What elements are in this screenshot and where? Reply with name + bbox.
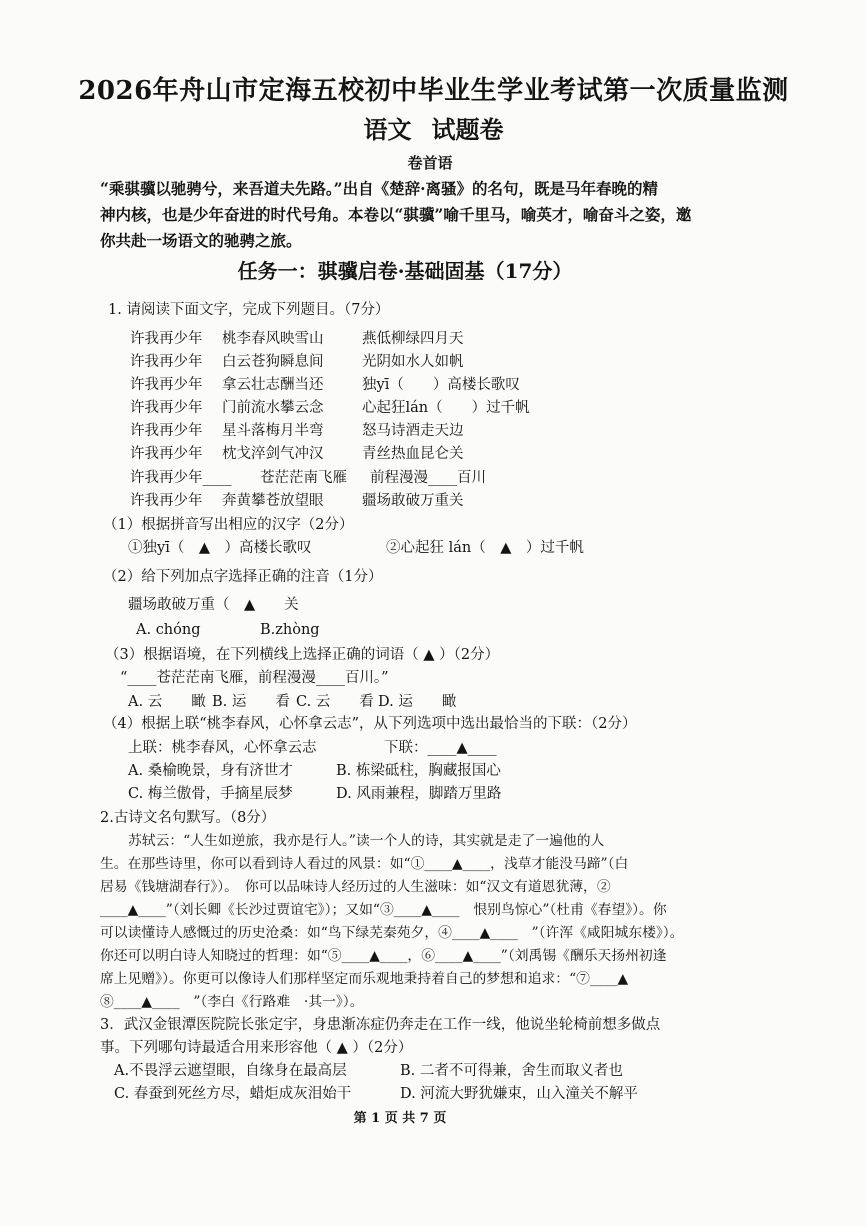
q2-line: 可以读懂诗人感慨过的历史沧桑：如“鸟下绿芜秦苑夕，④____▲____ ”（许浑《咸阳城东楼》）。 xyxy=(100,925,684,941)
q1-sub1-b: ②心起狂 lán（ ▲ ）过千帆 xyxy=(386,540,584,556)
poem-cell: 枕戈淬剑气冲汉 xyxy=(222,446,324,462)
q2-stem: 2.古诗文名句默写。（8分） xyxy=(100,810,276,826)
poem-cell: 许我再少年____ xyxy=(130,470,232,486)
poem-cell: 怒马诗酒走天边 xyxy=(362,423,464,439)
option-c: C. 梅兰傲骨，手摘星辰梦 xyxy=(128,786,293,802)
option-d: D. 运 瞰 xyxy=(378,694,457,710)
preface-heading: 卷首语 xyxy=(407,154,453,172)
option-b: B.zhòng xyxy=(260,622,320,638)
poem-cell: 许我再少年 xyxy=(130,354,203,370)
page-footer: 第 1 页 共 7 页 xyxy=(353,1111,447,1126)
option-b: B. 栋梁砥柱，胸藏报国心 xyxy=(336,763,501,779)
q1-sub1-answers xyxy=(128,536,584,557)
q2-line: 你还可以明白诗人知晓过的哲理：如“⑤____▲____，⑥____▲____”（刘禹锡《酬乐天扬州初逢 xyxy=(100,948,667,964)
q1-sub3-options xyxy=(128,690,456,711)
poem-cell: 桃李春风映雪山 xyxy=(222,331,324,347)
poem-line xyxy=(130,373,520,394)
q1-sub1-stem: （1）根据拼音写出相应的汉字（2分） xyxy=(103,517,354,533)
preface-line: 神内核，也是少年奋进的时代号角。本卷以“骐骥”喻千里马，喻英才，喻奋斗之姿，邀 xyxy=(100,205,692,224)
poem-cell: 许我再少年 xyxy=(130,377,203,393)
q1-sub4-stem: （4）根据上联“桃李春风，心怀拿云志”，从下列选项中选出最恰当的下联：（2分） xyxy=(103,716,637,732)
preface-line: “乘骐骥以驰骋兮，来吾道夫先路。”出自《楚辞·离骚》的名句，既是马年春晚的精 xyxy=(100,179,658,198)
preface-text xyxy=(100,176,740,254)
option-c: C. 春蚕到死丝方尽，蜡炬成灰泪始干 xyxy=(114,1086,352,1102)
poem-cell: 疆场敢破万重关 xyxy=(362,493,464,509)
poem-cell: 心起狂lán（ ）过千帆 xyxy=(362,400,530,416)
option-a: A. 桑榆晚景，身有济世才 xyxy=(128,763,293,779)
q3-options-row1 xyxy=(114,1059,623,1080)
q1-sub3-stem: （3）根据语境，在下列横线上选择正确的词语（ ▲ ）（2分） xyxy=(105,647,500,663)
q3-options-row2 xyxy=(114,1082,638,1103)
poem-cell: 拿云壮志酬当还 xyxy=(222,377,324,393)
poem-cell: 前程漫漫____百川 xyxy=(370,470,486,486)
option-d: D. 河流大野犹嫌束，山入潼关不解平 xyxy=(400,1086,638,1102)
poem-cell: 白云苍狗瞬息间 xyxy=(222,354,324,370)
q1-sub2-stem: （2）给下列加点字选择正确的注音（1分） xyxy=(103,569,383,585)
poem-cell: 星斗落梅月半弯 xyxy=(222,423,324,439)
poem-cell: 青丝热血昆仑关 xyxy=(362,446,464,462)
poem-line xyxy=(130,350,464,371)
poem-line xyxy=(130,327,464,348)
q3-line: 3．武汉金银潭医院院长张定宇，身患渐冻症仍奔走在工作一线，他说坐轮椅前想多做点 xyxy=(100,1017,661,1033)
option-b: B. 二者不可得兼，舍生而取义者也 xyxy=(400,1063,623,1079)
option-d: D. 风雨兼程，脚踏万里路 xyxy=(336,786,502,802)
q1-sub4-options-row1 xyxy=(128,759,501,780)
task1-heading: 任务一：骐骥启卷·基础固基（17分） xyxy=(237,259,573,283)
poem-cell: 许我再少年 xyxy=(130,423,203,439)
poem-line xyxy=(130,419,464,440)
q1-stem: 1. 请阅读下面文字，完成下列题目。（7分） xyxy=(108,302,390,318)
option-b: B. 运 看 xyxy=(212,694,290,710)
q1-sub4-options-row2 xyxy=(128,782,501,803)
poem-line xyxy=(130,466,486,487)
q1-sub2-options xyxy=(136,622,320,638)
exam-title: 2026年舟山市定海五校初中毕业生学业考试第一次质量监测 xyxy=(78,76,789,106)
poem-line xyxy=(130,489,464,510)
q2-line: 苏轼云：“人生如逆旅，我亦是行人。”读一个人的诗，其实就是走了一遍他的人 xyxy=(128,833,605,849)
q2-line: ____▲____”（刘长卿《长沙过贾谊宅》）；又如“③____▲____ 恨别鸟惊心”（杜甫《春望》）。你 xyxy=(100,902,667,918)
poem-cell: 光阴如水人如帆 xyxy=(362,354,464,370)
q2-line: ⑧____▲____ ”（李白《行路难 ·其一》）。 xyxy=(100,994,364,1010)
poem-line xyxy=(130,442,464,463)
couplet-lower: 下联：____▲____ xyxy=(384,740,497,756)
poem-cell: 许我再少年 xyxy=(130,331,203,347)
q2-line: 生。在那些诗里，你可以看到诗人看过的风景：如“①____▲____，浅草才能没马蹄”（白 xyxy=(100,856,629,872)
paper-label: 试题卷 xyxy=(431,115,504,144)
poem-cell: 许我再少年 xyxy=(130,493,203,509)
q1-sub2-line: 疆场敢破万重（ ▲ 关 xyxy=(128,597,299,613)
q1-sub3-line: “____苍茫茫南飞雁，前程漫漫____百川。” xyxy=(120,670,389,686)
poem-cell: 苍茫茫南飞雁 xyxy=(260,470,347,486)
poem-cell: 奔黄攀苍放望眼 xyxy=(222,493,324,509)
option-a: A.不畏浮云遮望眼，自缘身在最高层 xyxy=(114,1063,347,1079)
couplet-line xyxy=(128,736,497,757)
poem-cell: 燕低柳绿四月天 xyxy=(362,331,464,347)
poem-cell: 许我再少年 xyxy=(130,400,203,416)
subject-label: 语文 xyxy=(363,115,412,144)
poem-line xyxy=(130,396,530,417)
option-c: C. 云 看 xyxy=(296,694,374,710)
poem-cell: 独yī（ ）高楼长歌叹 xyxy=(362,377,520,393)
q3-line: 事。下列哪句诗最适合用来形容他（ ▲ ）（2分） xyxy=(100,1040,413,1056)
q2-line: 居易《钱塘湖春行》）。 你可以品味诗人经历过的人生滋味：如“汉文有道恩犹薄，② xyxy=(100,879,611,895)
poem-cell: 门前流水攀云念 xyxy=(222,400,324,416)
preface-line: 你共赴一场语文的驰骋之旅。 xyxy=(100,231,302,250)
option-a: A. 云 瞰 xyxy=(128,694,206,710)
exam-subtitle xyxy=(0,110,867,145)
couplet-upper: 上联：桃李春风，心怀拿云志 xyxy=(128,740,317,756)
option-a: A. chóng xyxy=(136,622,201,638)
q1-sub1-a: ①独yī（ ▲ ）高楼长歌叹 xyxy=(128,540,312,556)
poem-cell: 许我再少年 xyxy=(130,446,203,462)
q2-line: 席上见赠》）。你更可以像诗人们那样坚定而乐观地秉持着自己的梦想和追求：“⑦____▲ xyxy=(100,971,629,987)
